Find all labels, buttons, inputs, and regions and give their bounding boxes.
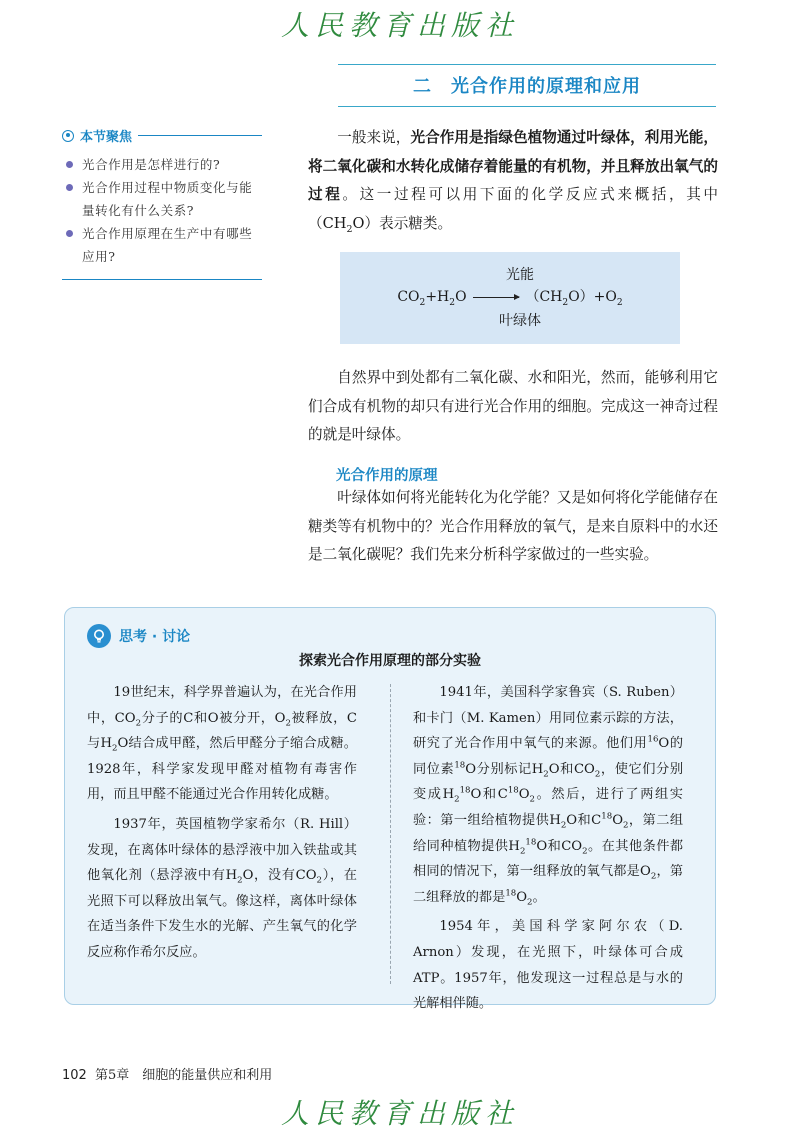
focus-item bbox=[62, 222, 262, 268]
column-divider bbox=[390, 684, 391, 984]
focus-item-text: 光合作用过程中物质变化与能量转化有什么关系? bbox=[82, 180, 253, 218]
discussion-title: 探索光合作用原理的部分实验 bbox=[299, 653, 481, 669]
focus-bottom-rule bbox=[62, 279, 262, 280]
reaction-arrow-icon bbox=[473, 297, 519, 298]
focus-item bbox=[62, 153, 262, 176]
bullet-icon bbox=[66, 161, 73, 168]
paragraph-chloroplast: 自然界中到处都有二氧化碳、水和阳光，然而，能够利用它们合成有机物的却只有进行光合作用的细胞。完成这一神奇过程的就是叶绿体。 bbox=[308, 369, 718, 443]
equation-condition-chloroplast: 叶绿体 bbox=[499, 313, 541, 329]
page-number: 102 bbox=[62, 1068, 87, 1083]
focus-heading bbox=[62, 126, 262, 145]
page-footer bbox=[62, 1064, 272, 1083]
bullet-icon bbox=[66, 184, 73, 191]
paragraph-questions: 叶绿体如何将光能转化为化学能？又是如何将化学能储存在糖类等有机物中的？光合作用释放的氧气，是来自原料中的水还是二氧化碳呢？我们先来分析科学家做过的一些实验。 bbox=[308, 489, 718, 563]
chemical-equation-box bbox=[340, 252, 680, 344]
focus-item bbox=[62, 176, 262, 222]
title-rule-bottom bbox=[338, 106, 716, 107]
discussion-box bbox=[64, 607, 716, 1012]
focus-item-text: 光合作用是怎样进行的? bbox=[82, 157, 221, 172]
focus-list bbox=[62, 153, 262, 268]
paragraph-ruben-kamen: 1941年，美国科学家鲁宾（S. Ruben）和卡门（M. Kamen）用同位素示踪的方法，研究了光合作用中氧气的来源。他们用$^{16}$O的同位素$^{18}$O分别标记$H_2O$和$CO_2$，使它们分别变成$H_2^{18}O$和$C^{18}O_2$。然后，进行了两组实验：第一组给植物提供$H_2O$和$C^{18}O_2$，第二组给同种植物提供$H_2^{18}O$和$CO_2$。在其他条件都相同的情况下，第一组释放的氧气都是$O_2$，第二组释放的都是$^{18}O_2$。 bbox=[413, 685, 684, 908]
focus-item-text: 光合作用原理在生产中有哪些应用? bbox=[82, 226, 253, 264]
photosynthesis-definition: 光合作用是指绿色植物通过叶绿体，利用光能，将二氧化碳和水转化成储存着能量的有机物，并且释放出氧气的过程 bbox=[308, 129, 718, 203]
paragraph-hill-reaction: 1937年，英国植物学家希尔（R. Hill）发现，在离体叶绿体的悬浮液中加入铁盐或其他氧化剂（悬浮液中有$H_2O$，没有$CO_2$），在光照下可以释放出氧气。像这样，离体叶绿体在适当条件下发生水的光解、产生氧气的化学反应称作希尔反应。 bbox=[87, 816, 357, 960]
lightbulb-icon bbox=[87, 624, 111, 648]
intro-paragraph: 一般来说，光合作用是指绿色植物通过叶绿体，利用光能，将二氧化碳和水转化成储存着能量的有机物，并且释放出氧气的过程。这一过程可以用下面的化学反应式来概括，其中$(CH_2O)$表示糖类。 bbox=[308, 129, 718, 235]
paragraph-19th-century: 19世纪末，科学界普遍认为，在光合作用中，$CO_2$分子的C和O被分开，$O_2$被释放，C与$H_2O$结合成甲醛，然后甲醛分子缩合成糖。1928年，科学家发现甲醛对植物有毒害作用，而且甲醛不能通过光合作用转化成糖。 bbox=[87, 685, 358, 803]
equation-condition-light: 光能 bbox=[506, 267, 534, 283]
discussion-left-column bbox=[87, 680, 357, 966]
publisher-logo-bottom: 人民教育出版社 bbox=[280, 1097, 519, 1130]
target-icon bbox=[62, 130, 74, 142]
intro-lead: 一般来说， bbox=[337, 129, 411, 146]
subheading-principle: 光合作用的原理 bbox=[336, 468, 438, 484]
section-title: 二 光合作用的原理和应用 bbox=[413, 76, 641, 97]
focus-heading-rule bbox=[138, 135, 262, 136]
bullet-icon bbox=[66, 230, 73, 237]
chapter-title: 第5章 细胞的能量供应和利用 bbox=[94, 1068, 273, 1083]
intro-rest: 。这一过程可以用下面的化学反应式来概括，其中（CH bbox=[308, 186, 718, 232]
discussion-right-column bbox=[413, 680, 683, 1017]
section-focus-box bbox=[62, 126, 262, 268]
focus-heading-text: 本节聚焦 bbox=[80, 130, 133, 145]
title-rule-top bbox=[338, 64, 716, 65]
paragraph-arnon: 1954年，美国科学家阿尔农（D. Arnon）发现，在光照下，叶绿体可合成ATP。1957年，他发现这一过程总是与水的光解相伴随。 bbox=[413, 919, 683, 1012]
publisher-logo-top: 人民教育出版社 bbox=[280, 9, 519, 42]
intro-rest-end: O）表示糖类。 bbox=[352, 214, 453, 232]
discussion-label: 思考 · 讨论 bbox=[119, 629, 191, 645]
equation-formula: $CO_2+H_2O$ $(CH_2O)+O_2$ bbox=[397, 289, 623, 308]
